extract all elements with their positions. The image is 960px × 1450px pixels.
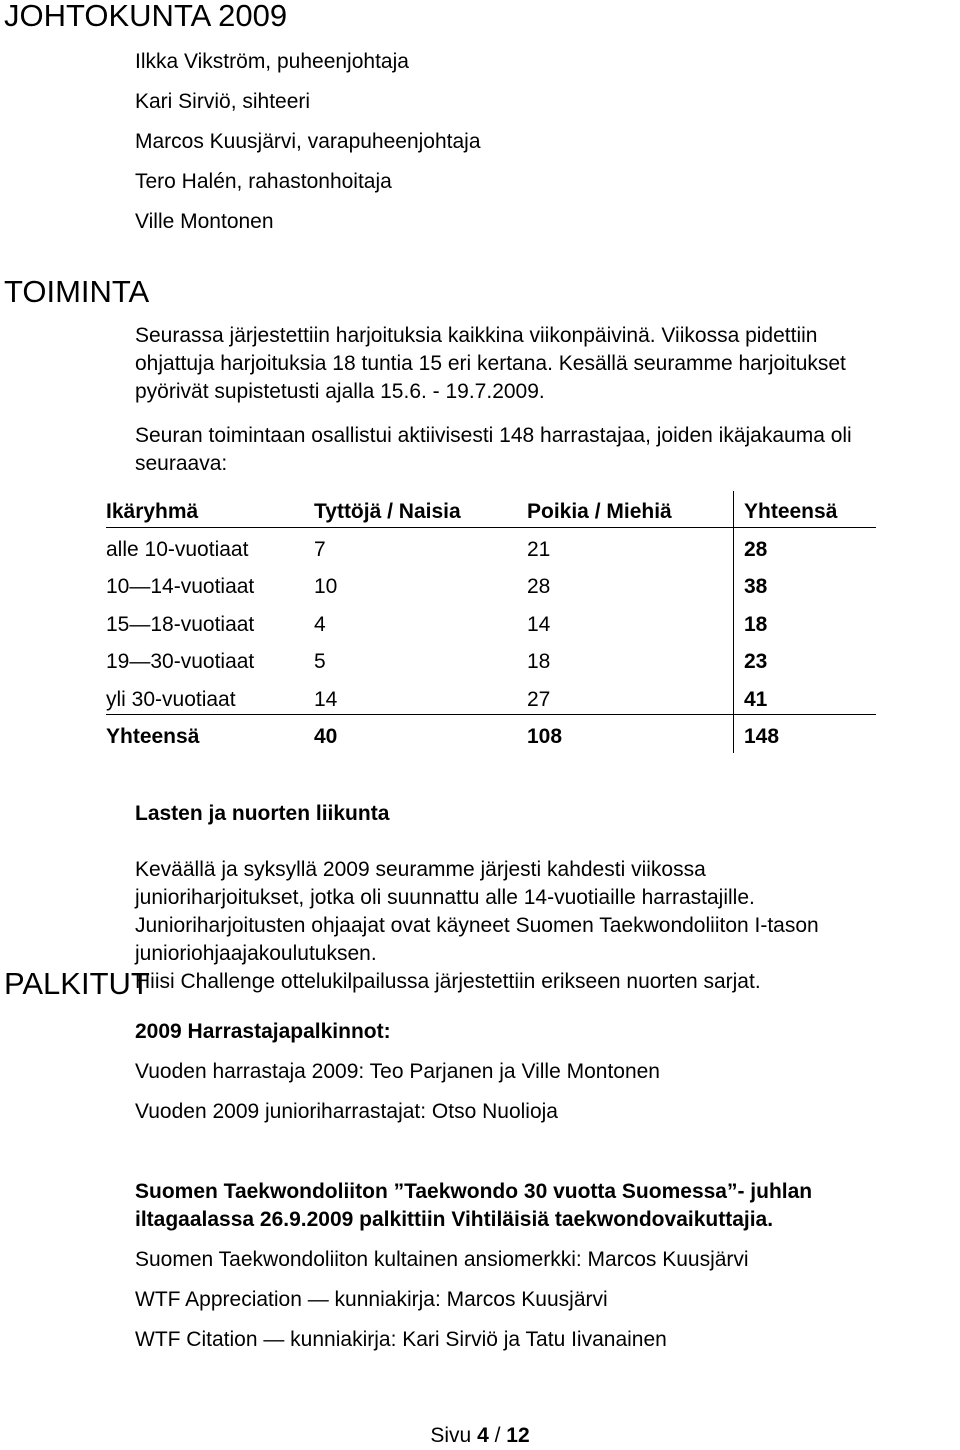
cell-age-group: 15—18-vuotiaat [106,612,255,636]
honor-1: Suomen Taekwondoliiton kultainen ansiomerkki: Marcos Kuusjärvi [135,1248,749,1271]
cell-girls: 14 [314,687,338,711]
cell-girls: 4 [314,612,326,636]
cell-total: 18 [744,612,768,636]
honor-3: WTF Citation — kunniakirja: Kari Sirviö ja Tatu Iivanainen [135,1328,667,1351]
cell-boys: 18 [527,650,551,673]
cell-boys: 28 [527,575,551,598]
cell-boys: 21 [527,537,551,561]
cell-girls: 5 [314,650,326,673]
johtokunta-heading: JOHTOKUNTA 2009 [4,0,288,33]
page-footer [0,1422,960,1450]
member-5: Ville Montonen [135,210,274,233]
table-row [106,604,876,642]
cell-age-group: yli 30-vuotiaat [106,687,236,711]
member-2: Kari Sirviö, sihteeri [135,90,311,113]
member-1: Ilkka Vikström, puheenjohtaja [135,50,409,73]
table-row [106,641,876,679]
gala-text: Suomen Taekwondoliiton ”Taekwondo 30 vuotta Suomessa”- juhlan iltagaalassa 26.9.2009 palkittiin Vihtiläisiä taekwondovaikuttajia. [135,1180,813,1231]
table-row [106,566,876,604]
header-age-group: Ikäryhmä [106,500,199,523]
age-distribution-table [106,491,876,754]
award-2: Vuoden 2009 junioriharrastajat: Otso Nuolioja [135,1100,558,1123]
table-header-row [106,491,876,529]
header-boys: Poikia / Miehiä [527,500,672,523]
cell-age-group: 19—30-vuotiaat [106,650,255,673]
page-current: 4 [477,1424,489,1447]
toiminta-heading: TOIMINTA [4,274,150,309]
cell-age-group: 10—14-vuotiaat [106,575,255,598]
table-row [106,679,876,717]
totals-all: 148 [744,725,780,748]
page-total: 12 [506,1424,530,1447]
member-3: Marcos Kuusjärvi, varapuheenjohtaja [135,130,481,153]
cell-total: 23 [744,650,768,673]
youth-section [135,772,819,1024]
cell-age-group: alle 10-vuotiaat [106,537,249,561]
cell-total: 28 [744,537,768,561]
totals-boys: 108 [527,725,563,748]
youth-section-title: Lasten ja nuorten liikunta [135,802,390,825]
cell-boys: 14 [527,612,551,636]
header-total: Yhteensä [744,500,838,523]
youth-section-text: Keväällä ja syksyllä 2009 seuramme järjesti kahdesti viikossa junioriharjoitukset, jotka oli suunnattu alle 14-vuotiaille harrastajille. Junioriharjoitusten ohjaajat ovat käyneet Suomen Taekwondoliiton I-tason junioriohjaajakoulutuksen. Hiisi Challenge ottelukilpailussa järjestettiin erikseen nuorten sarjat. [135,858,819,993]
cell-total: 38 [744,575,768,598]
award-1: Vuoden harrastaja 2009: Teo Parjanen ja Ville Montonen [135,1060,660,1083]
awards-title: 2009 Harrastajapalkinnot: [135,1020,391,1043]
member-4: Tero Halén, rahastonhoitaja [135,170,392,193]
cell-boys: 27 [527,687,551,711]
palkitut-heading: PALKITUT [4,966,150,1001]
page-separator: / [488,1424,507,1447]
toiminta-paragraph-2: Seuran toimintaan osallistui aktiivisesti 148 harrastajaa, joiden ikäjakauma oli seuraava: [135,424,852,475]
honor-2: WTF Appreciation — kunniakirja: Marcos Kuusjärvi [135,1288,608,1311]
table-totals-rule [106,714,876,715]
page-label: Sivu [430,1424,478,1447]
header-girls: Tyttöjä / Naisia [314,500,461,523]
cell-total: 41 [744,687,768,711]
toiminta-paragraph-1: Seurassa järjestettiin harjoituksia kaikkina viikonpäivinä. Viikossa pidettiin ohjattuja harjoituksia 18 tuntia 15 eri kertana. Kesällä seuramme harjoitukset pyörivät supistetusti ajalla 15.6. - 19.7.2009. [135,324,846,403]
table-totals-row [106,716,876,754]
totals-label: Yhteensä [106,725,200,748]
cell-girls: 7 [314,537,326,561]
cell-girls: 10 [314,575,338,598]
totals-girls: 40 [314,725,338,748]
table-row [106,529,876,567]
